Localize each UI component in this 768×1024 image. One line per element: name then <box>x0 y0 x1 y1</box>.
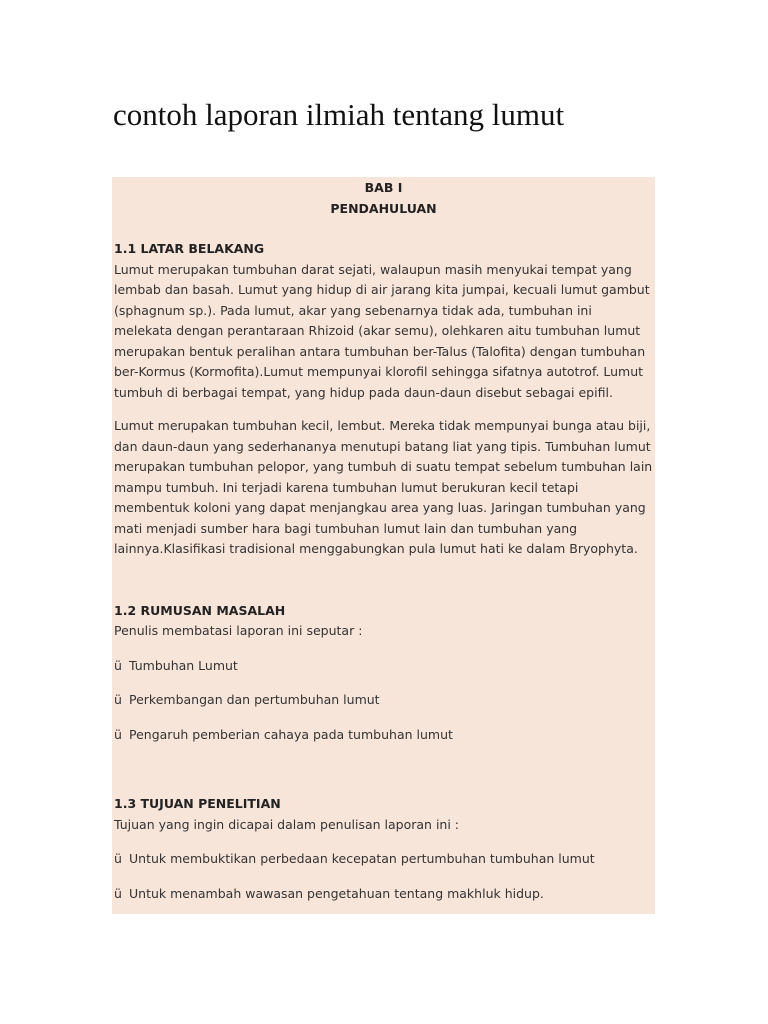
list-item <box>114 656 653 677</box>
section-heading-rumusan-masalah: 1.2 RUMUSAN MASALAH <box>114 602 286 618</box>
section-intro: Penulis membatasi laporan ini seputar : <box>114 623 363 638</box>
chapter-number: BAB I <box>364 180 403 195</box>
bullet-check-icon: ü <box>114 726 122 742</box>
bullet-check-icon: ü <box>114 657 122 673</box>
bullet-check-icon: ü <box>114 851 122 866</box>
list-item <box>114 725 653 746</box>
section-heading-tujuan-penelitian: 1.3 TUJUAN PENELITIAN <box>114 796 281 811</box>
document-title: contoh laporan ilmiah tentang lumut <box>113 97 565 132</box>
list-item <box>114 690 653 711</box>
paragraph: Lumut merupakan tumbuhan kecil, lembut. Mereka tidak mempunyai bunga atau biji, dan daun-daun yang sederhananya menutupi batang liat yang tipis. Tumbuhan lumut merupakan tumbuhan pelopor, yang tumbuh di suatu tempat sebelum tumbuhan lain mampu tumbuh. Ini terjadi karena tumbuhan lumut berukuran kecil tetapi membentuk koloni yang dapat menjangkau area yang luas. Jaringan tumbuhan yang mati menjadi sumber hara bagi tumbuhan lumut lain dan tumbuhan yang lainnya.Klasifikasi tradisional menggabungkan pula lumut hati ke dalam Bryophyta. <box>114 418 653 556</box>
chapter-title: PENDAHULUAN <box>330 200 437 216</box>
paragraph: Lumut merupakan tumbuhan darat sejati, walaupun masih menyukai tempat yang lembab dan basah. Lumut yang hidup di air jarang kita jumpai, kecuali lumut gambut (sphagnum sp.). Pada lumut, akar yang sebenarnya tidak ada, tumbuhan ini melekata dengan perantaraan Rhizoid (akar semu), olehkaren aitu tumbuhan lumut merupakan bentuk peralihan antara tumbuhan ber-Talus (Talofita) dengan tumbuhan ber-Kormus (Kormofita).Lumut mempunyai klorofil sehingga sifatnya autotrof. Lumut tumbuh di berbagai tempat, yang hidup pada daun-daun disebut sebagai epifil. <box>114 261 650 400</box>
bullet-check-icon: ü <box>114 692 122 707</box>
report-content <box>112 177 655 914</box>
list-item-text: Untuk membuktikan perbedaan kecepatan pertumbuhan tumbuhan lumut <box>129 851 595 866</box>
section-heading-latar-belakang: 1.1 LATAR BELAKANG <box>114 241 265 256</box>
list-item <box>114 884 653 905</box>
list-item-text: Pengaruh pemberian cahaya pada tumbuhan lumut <box>129 726 453 742</box>
bullet-check-icon: ü <box>114 885 122 901</box>
list-item-text: Tumbuhan Lumut <box>129 657 238 673</box>
list-item-text: Perkembangan dan pertumbuhan lumut <box>129 692 380 707</box>
section-intro: Tujuan yang ingin dicapai dalam penulisan laporan ini : <box>114 816 460 832</box>
list-item-text: Untuk menambah wawasan pengetahuan tentang makhluk hidup. <box>129 885 544 901</box>
list-item <box>114 849 653 870</box>
